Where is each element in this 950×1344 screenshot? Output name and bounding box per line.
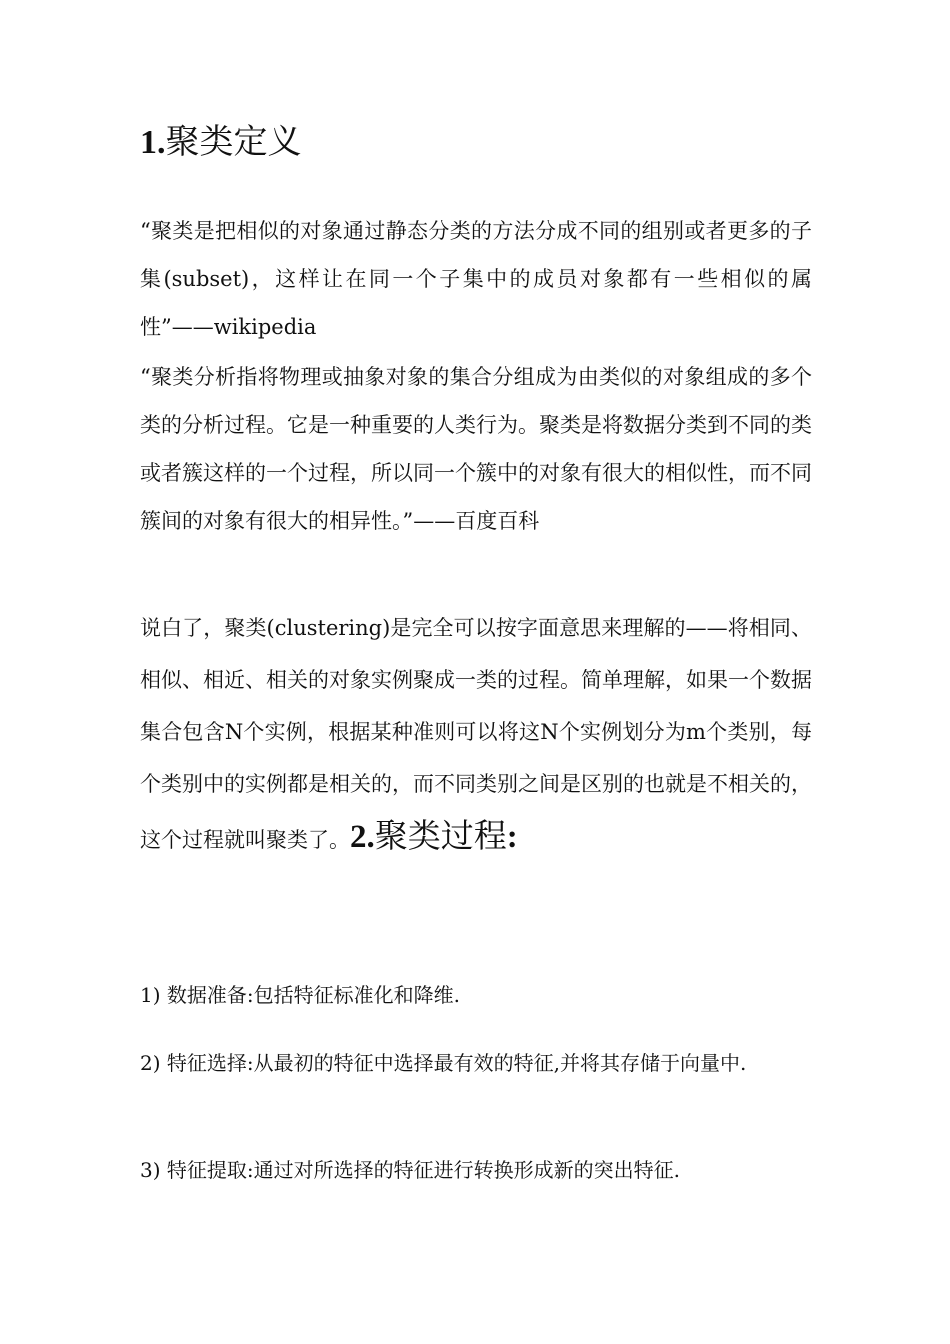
paragraph-wikipedia-quote: “聚类是把相似的对象通过静态分类的方法分成不同的组别或者更多的子集(subset)，这样让在同一个子集中的成员对象都有一些相似的属性”——wikipedia (140, 219, 812, 339)
list-item: 1) 数据准备:包括特征标准化和降维. (140, 983, 460, 1007)
section-heading-2 (350, 816, 518, 855)
section-title: 聚类定义 (165, 122, 302, 162)
explanation-text: 说白了，聚类(clustering)是完全可以按字面意思来理解的——将相同、相似、相近、相关的对象实例聚成一类的过程。简单理解，如果一个数据集合包含N个实例，根据某种准则可以将这N个实例划分为m个类别，每个类别中的实例都是相关的，而不同类别之间是区别的也就是不相关的，这个过程就叫聚类了。 (140, 616, 812, 852)
paragraph-baidu-quote: “聚类分析指将物理或抽象对象的集合分组成为由类似的对象组成的多个类的分析过程。它是一种重要的人类行为。聚类是将数据分类到不同的类或者簇这样的一个过程，所以同一个簇中的对象有很大的相似性，而不同簇间的对象有很大的相异性。”——百度百科 (140, 365, 812, 533)
paragraph-explanation (140, 602, 812, 866)
section-title: 聚类过程 (374, 816, 507, 855)
section-colon: : (506, 819, 518, 855)
section-number: 1. (140, 124, 166, 161)
document-page (140, 0, 812, 1344)
list-item: 2) 特征选择:从最初的特征中选择最有效的特征,并将其存储于向量中. (140, 1051, 747, 1075)
list-item: 3) 特征提取:通过对所选择的特征进行转换形成新的突出特征. (140, 1158, 680, 1182)
section-number: 2. (350, 819, 375, 855)
section-heading-1 (140, 118, 302, 167)
